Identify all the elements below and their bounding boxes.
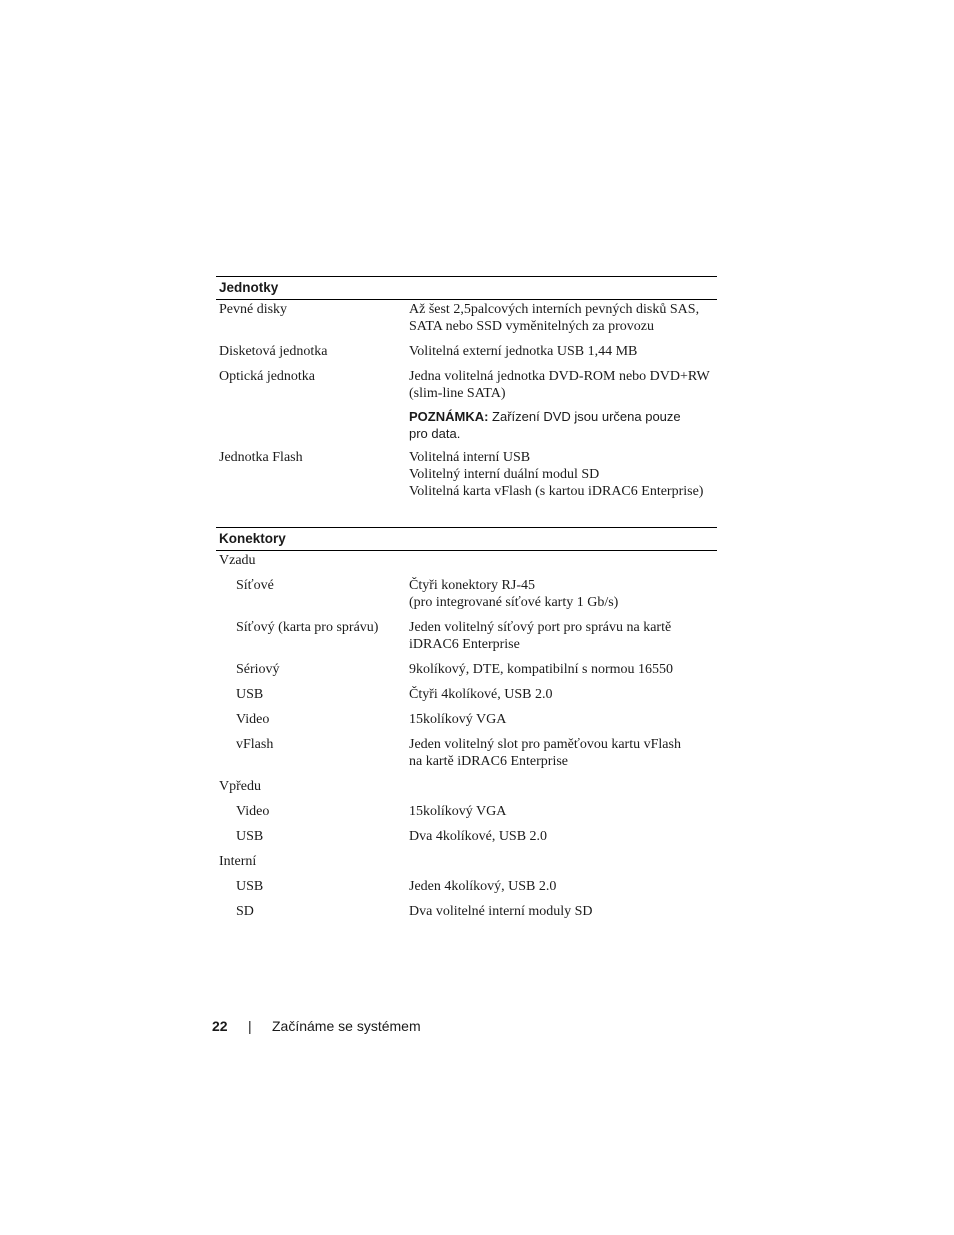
footer-separator: | bbox=[248, 1018, 252, 1034]
hard-drives-label: Pevné disky bbox=[219, 302, 288, 317]
rear-network-row bbox=[216, 577, 717, 611]
hard-drives-row bbox=[216, 301, 717, 335]
rear-vflash-value-line2: na kartě iDRAC6 Enterprise bbox=[409, 754, 569, 769]
internal-usb-label: USB bbox=[236, 879, 264, 894]
rear-vflash-label: vFlash bbox=[236, 737, 274, 752]
optical-value bbox=[409, 368, 717, 442]
front-video-value: 15kolíkový VGA bbox=[409, 804, 507, 819]
flash-value bbox=[409, 449, 717, 500]
rear-network-mgmt-label: Síťový (karta pro správu) bbox=[236, 620, 379, 635]
rear-network-label: Síťové bbox=[236, 578, 274, 593]
rear-video-row bbox=[216, 711, 717, 728]
rear-network-value bbox=[409, 577, 717, 611]
front-group-row bbox=[216, 778, 717, 795]
note-label: POZNÁMKA: bbox=[409, 409, 489, 424]
chapter-title: Začínáme se systémem bbox=[272, 1018, 421, 1034]
front-video-label: Video bbox=[236, 804, 270, 819]
rear-vflash-row bbox=[216, 736, 717, 770]
hard-drives-value-line2: SATA nebo SSD vyměnitelných za provozu bbox=[409, 319, 655, 334]
front-usb-row bbox=[216, 828, 717, 845]
rear-usb-value: Čtyři 4kolíkové, USB 2.0 bbox=[409, 687, 553, 702]
drives-table bbox=[216, 276, 717, 500]
rear-usb-label: USB bbox=[236, 687, 264, 702]
rear-network-mgmt-row bbox=[216, 619, 717, 653]
rear-serial-label: Sériový bbox=[236, 662, 280, 677]
hard-drives-value-line1: Až šest 2,5palcových interních pevných disků SAS, bbox=[409, 302, 700, 317]
rear-group-label: Vzadu bbox=[219, 553, 256, 568]
internal-usb-row bbox=[216, 878, 717, 895]
internal-sd-label: SD bbox=[236, 904, 254, 919]
floppy-label: Disketová jednotka bbox=[219, 344, 328, 359]
rear-vflash-value-line1: Jeden volitelný slot pro paměťovou kartu vFlash bbox=[409, 737, 681, 752]
internal-group-label: Interní bbox=[219, 854, 257, 869]
optical-label: Optická jednotka bbox=[219, 369, 316, 384]
rear-serial-row bbox=[216, 661, 717, 678]
front-usb-value: Dva 4kolíkové, USB 2.0 bbox=[409, 829, 548, 844]
optical-row bbox=[216, 368, 717, 442]
rear-video-value: 15kolíkový VGA bbox=[409, 712, 507, 727]
rear-network-value-line2: (pro integrované síťové karty 1 Gb/s) bbox=[409, 595, 619, 610]
connectors-table bbox=[216, 527, 717, 920]
front-group-label: Vpředu bbox=[219, 779, 261, 794]
flash-row bbox=[216, 449, 717, 500]
internal-usb-value: Jeden 4kolíkový, USB 2.0 bbox=[409, 879, 557, 894]
rear-usb-row bbox=[216, 686, 717, 703]
optical-note bbox=[409, 408, 717, 442]
flash-value-line2: Volitelný interní duální modul SD bbox=[409, 467, 600, 482]
drives-section-header: Jednotky bbox=[216, 276, 717, 300]
page-footer bbox=[212, 1018, 421, 1034]
front-usb-label: USB bbox=[236, 829, 264, 844]
flash-value-line3: Volitelná karta vFlash (s kartou iDRAC6 Enterprise) bbox=[409, 484, 704, 499]
optical-value-line1: Jedna volitelná jednotka DVD-ROM nebo DVD+RW bbox=[409, 369, 710, 384]
optical-value-line2: (slim-line SATA) bbox=[409, 386, 506, 401]
internal-sd-row bbox=[216, 903, 717, 920]
page-number: 22 bbox=[212, 1018, 228, 1034]
note-text-line2: pro data. bbox=[409, 426, 461, 441]
rear-video-label: Video bbox=[236, 712, 270, 727]
rear-vflash-value bbox=[409, 736, 717, 770]
rear-group-row bbox=[216, 552, 717, 569]
internal-group-row bbox=[216, 853, 717, 870]
rear-network-mgmt-value-line2: iDRAC6 Enterprise bbox=[409, 637, 520, 652]
front-video-row bbox=[216, 803, 717, 820]
internal-sd-value: Dva volitelné interní moduly SD bbox=[409, 904, 593, 919]
flash-label: Jednotka Flash bbox=[219, 450, 303, 465]
rear-network-mgmt-value bbox=[409, 619, 717, 653]
connectors-section-header: Konektory bbox=[216, 527, 717, 551]
floppy-value: Volitelná externí jednotka USB 1,44 MB bbox=[409, 344, 638, 359]
floppy-row bbox=[216, 343, 717, 360]
note-text-line1: Zařízení DVD jsou určena pouze bbox=[488, 409, 681, 424]
hard-drives-value bbox=[409, 301, 717, 335]
rear-network-value-line1: Čtyři konektory RJ-45 bbox=[409, 578, 535, 593]
flash-value-line1: Volitelná interní USB bbox=[409, 450, 531, 465]
rear-serial-value: 9kolíkový, DTE, kompatibilní s normou 16550 bbox=[409, 662, 674, 677]
rear-network-mgmt-value-line1: Jeden volitelný síťový port pro správu na kartě bbox=[409, 620, 672, 635]
